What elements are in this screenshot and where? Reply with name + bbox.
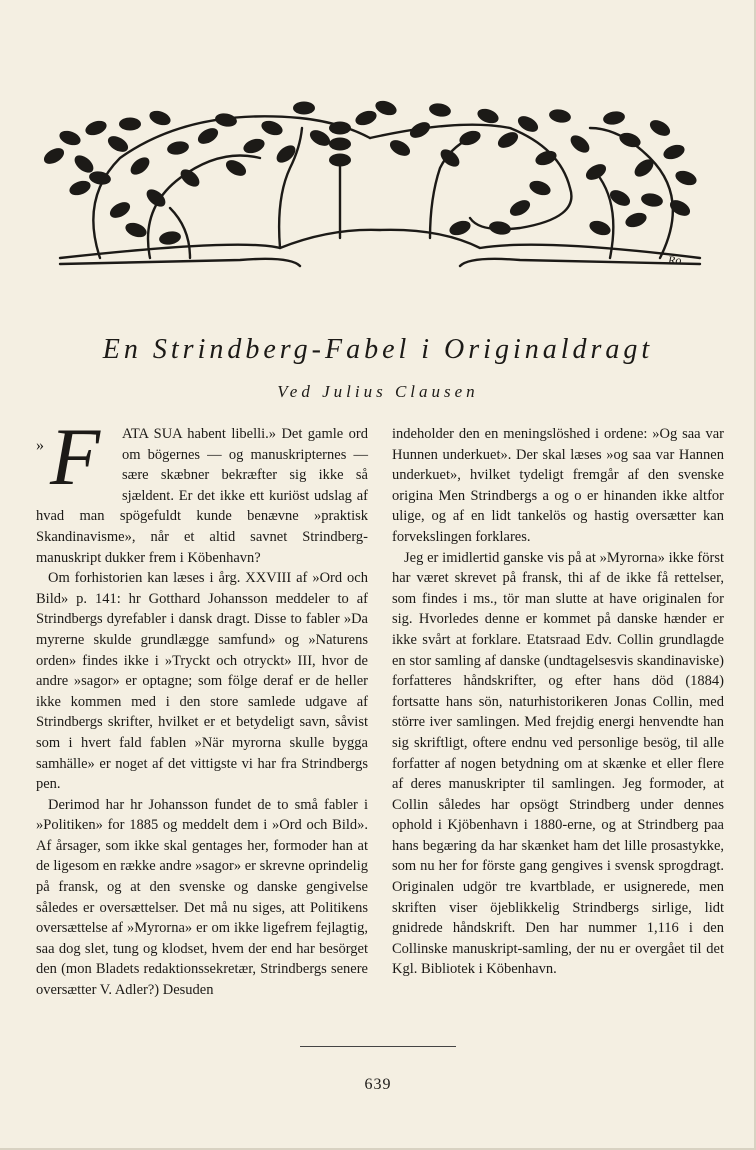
leaf-shape: [195, 125, 221, 147]
leaf-shape: [488, 220, 512, 237]
leaf-shape: [428, 102, 452, 119]
drop-cap: [36, 411, 114, 502]
paragraph: indeholder den en meningslöshed i ordene: »Og saa var Hunnen underkuet». Der skal læses »og saa var Hannen underkuet», hvilket tydeligt fremgår af den svenske origina Men Strindbergs a og o er hinanden ikke altfor ulige, og af en lidt tankelös og hastig oversætter kan forvekslingen forklares.: [392, 426, 724, 545]
leaf-shape: [166, 140, 190, 157]
leaf-shape: [241, 136, 266, 156]
paragraph: Om forhistorien kan læses i årg. XXVIII af »Ord och Bild» p. 141: hr Gotthard Johansson meddeler to af Strindbergs dyrefabler i dansk dragt. Disse to fabler »Da myrerne skulde grundlægge samfund» og »Naturens orden» findes ikke i »Tryckt och otryckt» III, hvor de andre »sagor» er optagne; som fölge deraf er de heller ikke kommen med i den store samlede udgave af Strindbergs skrifter, hvilket er et betydeligt savn, såvist som i hvert fald fablen »När myrorna skulle bygga samhälle» er noget af det vittigste vi har fra Strindbergs pen.: [36, 570, 368, 793]
leaf-shape: [527, 178, 552, 198]
leaf-shape: [673, 168, 698, 188]
leaf-shape: [259, 118, 284, 138]
leaf-shape: [41, 145, 67, 167]
leaf-shape: [373, 98, 398, 118]
drop-cap-quote: »: [36, 437, 44, 454]
leaf-shape: [107, 199, 133, 221]
leaf-shape: [661, 142, 686, 162]
leaf-shape: [567, 132, 592, 156]
leaf-shape: [548, 108, 572, 125]
leaf-shape: [587, 218, 612, 238]
left-column: [36, 411, 368, 1001]
leaf-shape: [583, 161, 609, 183]
article-byline: Ved Julius Clausen: [277, 382, 479, 401]
leaf-shape: [307, 127, 333, 149]
leaf-shape: [387, 137, 413, 159]
footer-rule: [300, 1046, 456, 1047]
leaf-shape: [119, 118, 141, 131]
leaf-shape: [67, 178, 92, 198]
drop-cap-letter: F: [50, 411, 101, 502]
article-body: [36, 411, 724, 1001]
leaf-shape: [457, 128, 482, 148]
leaf-shape: [214, 112, 238, 129]
leaf-shape: [640, 192, 664, 209]
paragraph: [36, 411, 368, 568]
leaf-shape: [329, 138, 351, 151]
leaf-shape: [353, 108, 378, 128]
leaf-shape: [329, 154, 351, 167]
leaf-shape: [223, 157, 249, 179]
right-column: [392, 424, 724, 1001]
leaf-shape: [83, 118, 108, 138]
leaf-shape: [447, 218, 472, 238]
ornament-signature: Ro.: [668, 253, 685, 267]
leaf-shape: [407, 119, 433, 141]
paragraph: Jeg er imidlertid ganske vis på at »Myrorna» ikke först har været skrevet på fransk, thi af de ikke få rettelser, som findes i ms., tör man slutte at have originalen for sig. Hvorledes denne er kommet på danske hænder er ikke svårt at forklare. Etatsraad Edv. Collin grundlagde en stor samling af danske (undtagelsesvis skandinaviske) forfatteres håndskrifter, og efter hans död (1884) fortsatte hans sön, naturhistorikeren Jonas Collin, med större iver samlingen. Med frejdig energi henvendte han sig skriftligt, oftere endnu ved personlige besög, til alle forfatter af nogen betydning om at skænke et eller flere af deres manuskripter til samlingen. Jeg formoder, at Collin således har opsögt Strindberg under dennes ophold i Kjöbenhavn i 1880-erne, og at Strindberg paa hans begæring da har skænket ham det lille prosastykke, som nu her for förste gang gengives i svensk sprogdragt. Originalen udgör tre kvartblade, er usignerede, men skriften viser öjeblikkelig Strindbergs sirlige, lidt gnidrede håndskrift. Den har nummer 1,116 i den Collinske manuskript-samling, der nu er overgået til det Kgl. Bibliotek i Köbenhavn.: [392, 549, 724, 978]
page-number: 639: [364, 1076, 392, 1093]
leaf-shape: [329, 122, 351, 135]
paragraph: Derimod har hr Johansson fundet de to små fabler i »Politiken» for 1885 og meddelt dem i »Ord och Bild». Af årsager, som ikke skal gentages her, formoder han at de ligesom en række andre »sagor» er skrevne oprindelig på fransk, og at den svenske og danske gengivelse således er oversættelser. Det må nu siges, att Politikens oversættelse af »Myrorna» er om ikke ligefrem fejlagtig, saa dog slet, tung og klodset, hvem der end har besörget den (mon Bladets redaktionssekretær, Strindbergs senere oversætter V. Adler?) Desuden: [36, 796, 368, 999]
leaf-shape: [533, 148, 558, 168]
leaf-shape: [475, 106, 500, 126]
leaf-shape: [623, 210, 648, 230]
leaf-shape: [293, 102, 315, 115]
ornament-illustration: [40, 88, 720, 288]
leaf-shape: [127, 154, 152, 178]
article-title: En Strindberg-Fabel i Originaldragt: [102, 334, 654, 365]
leaf-shape: [507, 197, 533, 219]
leaf-shape: [158, 230, 182, 247]
leaf-shape: [123, 220, 148, 240]
leaf-shape: [602, 110, 626, 127]
leaf-shape: [647, 117, 673, 139]
paragraph-text: ATA SUA habent libelli.» Det gamle ord om bögernes — og manuskripternes — sære skæbner bekræfter sig ikke så sjældent. Er det ikke ett kuriöst udslag af hvad man spögefuldt kunde benævne »praktisk Skandinavisme», når et altid savnet Strindberg-manuskript dukker frem i Köbenhavn?: [36, 426, 368, 566]
leaf-shape: [147, 108, 172, 128]
leaf-shape: [57, 128, 82, 148]
leaf-shape: [105, 133, 131, 155]
